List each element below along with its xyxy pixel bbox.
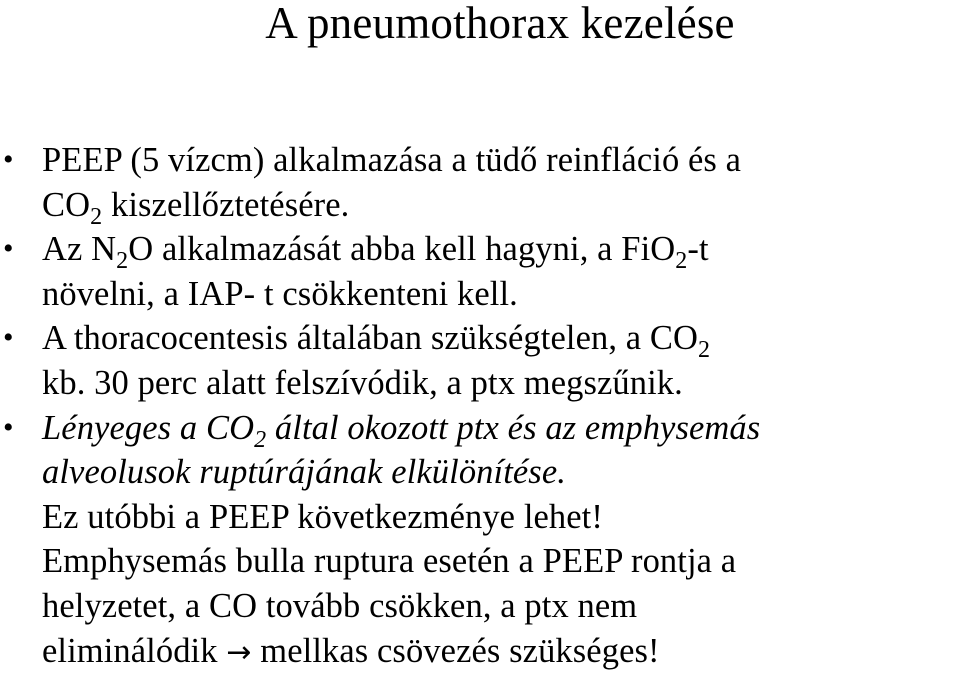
bullet-1-co-text: CO	[42, 185, 91, 224]
bullet-2-text-a: Az N	[42, 230, 117, 269]
subscript-2: 2	[116, 248, 129, 275]
bullet-4-text-drainage: mellkas csövezés szükséges!	[251, 631, 660, 670]
bullet-icon: •	[3, 321, 14, 355]
bullet-3-line-2	[0, 361, 960, 406]
bullet-4-line-2	[0, 450, 960, 495]
bullet-list	[0, 138, 960, 673]
subscript-2: 2	[698, 337, 711, 364]
bullet-2-text-b: O alkalmazását abba kell hagyni, a FiO	[128, 230, 676, 269]
bullet-4-line-3	[0, 495, 960, 540]
subscript-2: 2	[675, 248, 688, 275]
bullet-icon: •	[3, 232, 14, 266]
bullet-4-line-5	[0, 584, 960, 629]
bullet-2-line-2	[0, 272, 960, 317]
right-arrow-icon: →	[226, 634, 252, 670]
bullet-4-text-bulla: Emphysemás bulla ruptura esetén a PEEP rontja a	[42, 542, 737, 581]
bullet-3-text-end: kb. 30 perc alatt felszívódik, a ptx megszűnik.	[42, 363, 683, 402]
bullet-icon: •	[3, 143, 14, 176]
bullet-4-text-eliminate: eliminálódik	[42, 631, 227, 670]
slide-title: A pneumothorax kezelése	[265, 0, 735, 48]
bullet-1-text-end: kiszellőztetésére.	[102, 185, 350, 224]
bullet-4-text-peep-consequence: Ez utóbbi a PEEP következménye lehet!	[42, 497, 603, 536]
bullet-3-line-1	[0, 316, 960, 364]
bullet-3-text-a: A thoracocentesis általában szükségtelen, a CO	[42, 319, 699, 358]
bullet-icon: •	[3, 410, 14, 444]
bullet-4-line-1	[0, 406, 960, 451]
bullet-1-text: PEEP (5 vízcm) alkalmazása a tüdő reinfláció és a	[42, 141, 742, 179]
bullet-4-text-a: Lényeges a CO	[42, 408, 255, 447]
subscript-2: 2	[90, 203, 103, 230]
bullet-2-text-c: -t	[687, 230, 709, 269]
bullet-1-line-2	[0, 183, 960, 228]
bullet-2-text-end: növelni, a IAP- t csökkenteni kell.	[42, 274, 518, 313]
bullet-4-line-4	[0, 539, 960, 584]
bullet-4-line-6	[0, 629, 960, 674]
bullet-2-line-1	[0, 227, 960, 275]
subscript-2: 2	[254, 426, 267, 453]
bullet-4-text-italic-end: alveolusok ruptúrájának elkülönítése.	[42, 453, 566, 492]
bullet-4-text-b: által okozott ptx és az emphysemás	[266, 408, 761, 447]
bullet-1-line-1	[0, 138, 960, 183]
bullet-4-text-situation: helyzetet, a CO tovább csökken, a ptx nem	[42, 586, 638, 625]
